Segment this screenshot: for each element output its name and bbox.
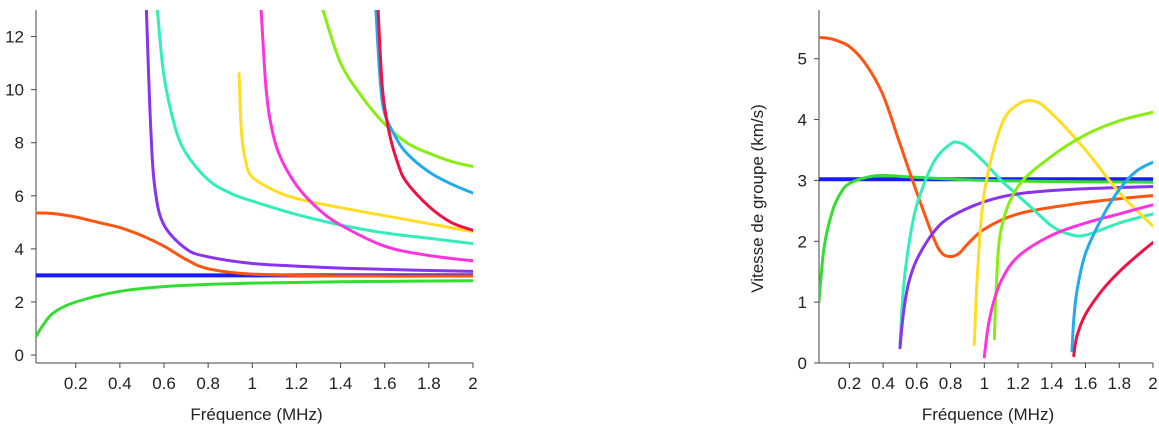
phase-curve-8 (376, 10, 473, 193)
x-tick-label: 1.6 (372, 374, 397, 393)
x-tick-label: 1.4 (328, 374, 353, 393)
y-tick-label: 12 (5, 27, 24, 47)
x-tick-label: 2 (468, 374, 478, 393)
series-group (36, 10, 473, 337)
y-tick-label: 10 (5, 80, 24, 100)
phase-curve-2 (36, 213, 473, 276)
phase-curve-9 (378, 10, 473, 230)
x-tick-label: 0.4 (871, 374, 895, 393)
series-group (819, 37, 1153, 357)
x-axis-title: Fréquence (MHz) (190, 405, 323, 424)
x-tick-label: 1.8 (417, 374, 441, 393)
phase-curve-6 (261, 10, 473, 261)
x-tick-label: 0.8 (196, 374, 220, 393)
group-curve-2 (819, 37, 1153, 256)
x-tick-label: 1.4 (1039, 374, 1064, 393)
x-tick-label: 0.6 (152, 374, 176, 393)
x-tick-label: 0.4 (108, 374, 132, 393)
phase-curve-4 (157, 10, 473, 244)
x-tick-label: 1.8 (1107, 374, 1132, 393)
x-tick-label: 1 (247, 374, 258, 393)
y-tick-label: 0 (14, 346, 24, 366)
y-tick-label: 4 (14, 239, 24, 259)
x-tick-label: 1.6 (1073, 374, 1098, 393)
group-curve-1 (819, 176, 1153, 303)
y-tick-label: 2 (14, 292, 24, 312)
phase-curve-3 (146, 10, 473, 271)
group-curve-5 (974, 101, 1153, 345)
group-curve-3 (900, 142, 1153, 345)
phase-curve-1 (36, 281, 473, 337)
x-tick-label: 1 (979, 374, 990, 393)
y-tick-label: 5 (797, 49, 807, 69)
y-tick-label: 2 (797, 232, 807, 252)
chart-phase-velocity (5, 10, 478, 424)
group-curve-8 (1072, 162, 1153, 351)
y-tick-label: 1 (797, 293, 807, 313)
x-tick-label: 1.2 (284, 374, 309, 393)
y-tick-label: 0 (797, 354, 807, 373)
x-tick-label: 0.2 (63, 374, 88, 393)
group-curve-7 (984, 205, 1153, 357)
chart-group-velocity (748, 10, 1158, 424)
group-curve-9 (1074, 243, 1153, 356)
y-tick-label: 4 (797, 110, 807, 130)
x-tick-label: 0.2 (837, 374, 862, 393)
y-tick-label: 3 (797, 171, 807, 191)
y-axis-title: Vitesse de groupe (km/s) (748, 104, 767, 293)
x-axis-title: Fréquence (MHz) (921, 405, 1055, 424)
x-tick-label: 2 (1148, 374, 1158, 393)
y-tick-label: 8 (14, 133, 24, 153)
x-tick-label: 0.6 (905, 374, 929, 393)
x-tick-label: 0.8 (938, 374, 963, 393)
y-tick-label: 6 (14, 186, 24, 206)
x-tick-label: 1.2 (1006, 374, 1030, 393)
